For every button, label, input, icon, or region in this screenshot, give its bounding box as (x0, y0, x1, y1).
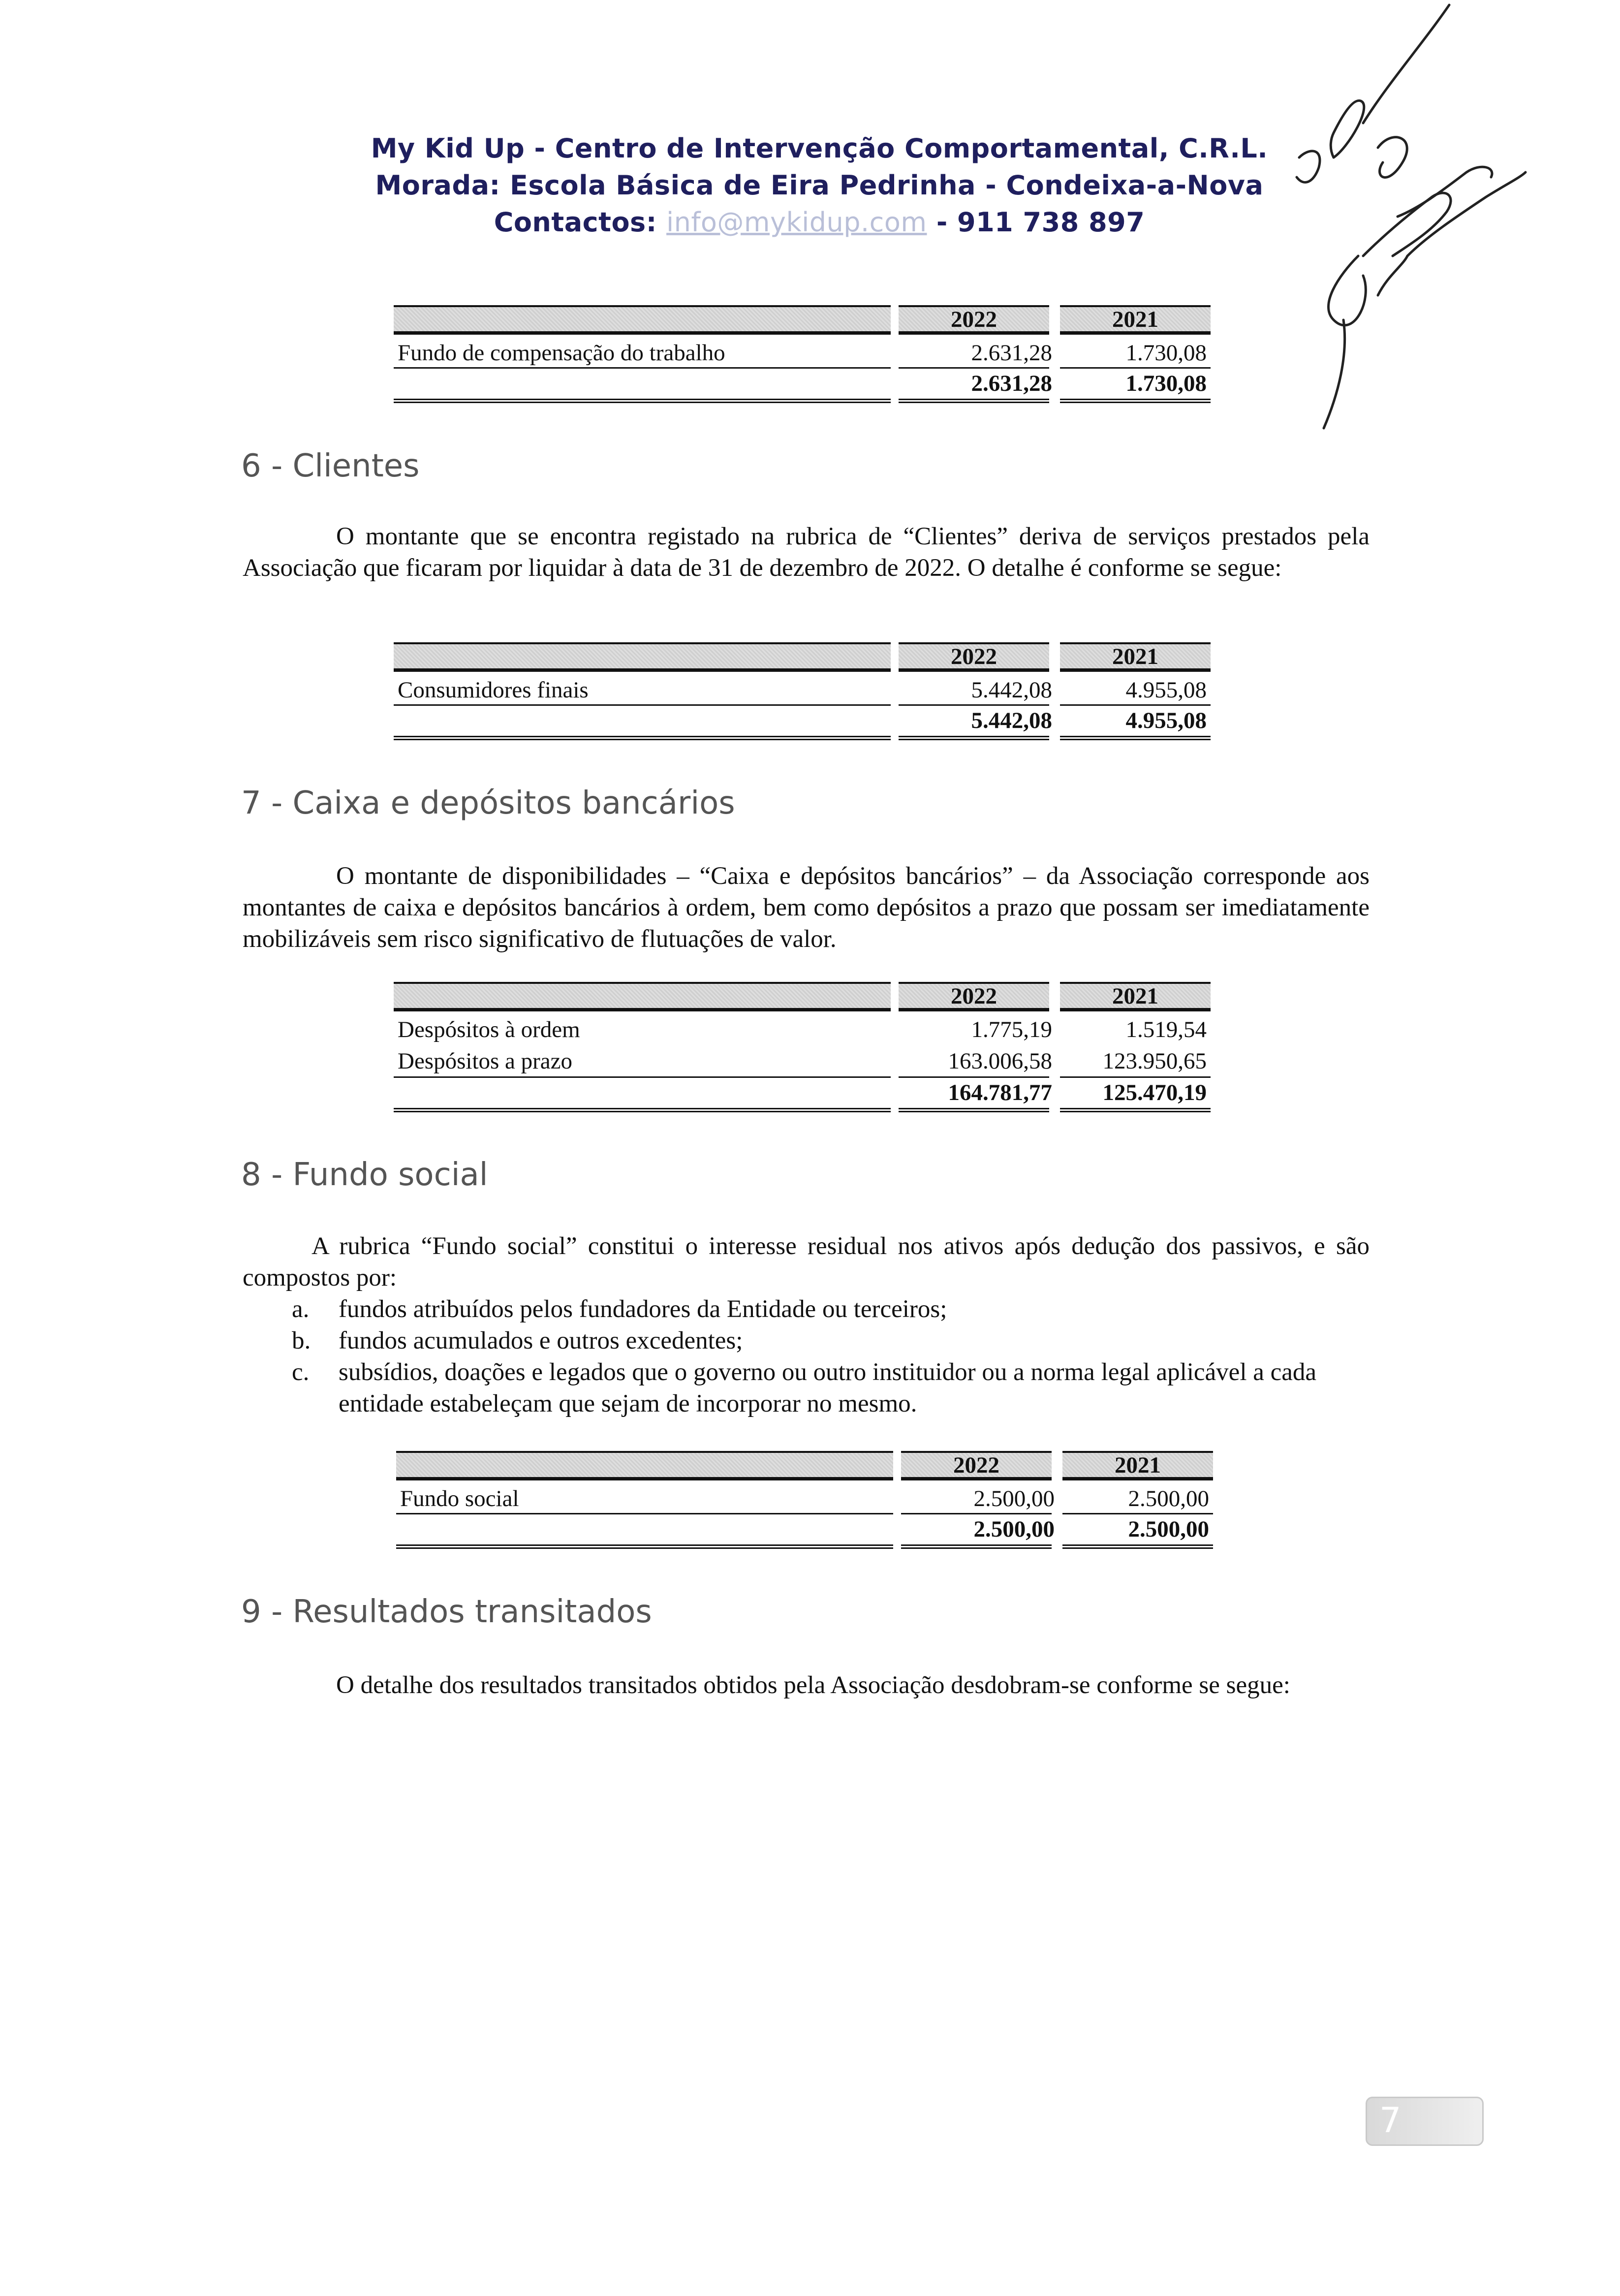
total-2021: 1.730,08 (1125, 371, 1207, 396)
section-9-text: O detalhe dos resultados transitados obtidos pela Associação desdobram-se conforme se segue: (336, 1671, 1290, 1699)
fct-table (394, 305, 1211, 409)
signature-image (1260, 0, 1535, 453)
col-2021: 2021 (1115, 1452, 1161, 1478)
table-row (394, 339, 1211, 367)
total-row (396, 1515, 1213, 1543)
total-row (394, 706, 1211, 735)
value-2021: 123.950,65 (1102, 1048, 1207, 1074)
col-2021: 2021 (1112, 644, 1158, 669)
total-2021: 4.955,08 (1125, 708, 1207, 733)
email-link[interactable]: info@mykidup.com (666, 207, 927, 238)
total-row (394, 1078, 1211, 1107)
total-2022: 2.631,28 (971, 371, 1052, 396)
value-2021: 1.730,08 (1125, 340, 1207, 366)
col-2021: 2021 (1112, 307, 1158, 332)
section-7-text: O montante de disponibilidades – “Caixa e depósitos bancários” – da Associação corresponde aos montantes de caixa e depósitos bancários à ordem, bem como depósitos a prazo que possam ser imediatamente mobilizáveis sem risco significativo de flutuações de valor. (243, 862, 1370, 953)
header-bar (394, 305, 891, 335)
list-item: c. subsídios, doações e legados que o governo ou outro instituidor ou a norma legal aplicável a cada entidade estabeleçam que sejam de incorporar no mesmo. (292, 1358, 1317, 1417)
total-row (394, 369, 1211, 398)
table-row (394, 1047, 1211, 1075)
col-2022: 2022 (951, 644, 997, 669)
section-9-title: 9 - Resultados transitados (241, 1594, 652, 1630)
org-name: My Kid Up - Centro de Intervenção Comportamental, C.R.L. (371, 133, 1268, 164)
value-2022: 2.500,00 (973, 1486, 1055, 1511)
list-item: a. fundos atribuídos pelos fundadores da Entidade ou terceiros; (292, 1295, 947, 1323)
table-row (394, 1015, 1211, 1044)
page-number-badge (1366, 2097, 1484, 2146)
value-2022: 5.442,08 (971, 677, 1052, 703)
total-2022: 2.500,00 (973, 1516, 1055, 1542)
org-address: Morada: Escola Básica de Eira Pedrinha - Condeixa-a-Nova (375, 170, 1264, 201)
list-item: b. fundos acumulados e outros excedentes; (292, 1327, 743, 1354)
row-label: Fundo social (400, 1486, 519, 1511)
section-6-title: 6 - Clientes (241, 448, 420, 484)
total-2022: 164.781,77 (948, 1080, 1052, 1105)
row-label: Fundo de compensação do trabalho (398, 340, 725, 366)
row-label: Despósitos a prazo (398, 1048, 573, 1074)
row-label: Consumidores finais (398, 677, 589, 703)
row-label: Despósitos à ordem (398, 1017, 580, 1042)
section-8-list (243, 1293, 1374, 1419)
value-2021: 1.519,54 (1125, 1017, 1207, 1042)
col-2022: 2022 (953, 1452, 999, 1478)
section-8-title: 8 - Fundo social (241, 1157, 488, 1193)
contacts-label: Contactos: (494, 207, 657, 238)
section-6-text: O montante que se encontra registado na rubrica de “Clientes” deriva de serviços prestados pela Associação que ficaram por liquidar à data de 31 de dezembro de 2022. O detalhe é conforme se segue: (243, 523, 1370, 582)
value-2021: 4.955,08 (1125, 677, 1207, 703)
table-row (394, 676, 1211, 704)
col-2022: 2022 (951, 307, 997, 332)
value-2022: 2.631,28 (971, 340, 1052, 366)
section-8-text: A rubrica “Fundo social” constitui o interesse residual nos ativos após dedução dos passivos, e são compostos por: (243, 1232, 1370, 1291)
total-2022: 5.442,08 (971, 708, 1052, 733)
col-2022: 2022 (951, 983, 997, 1009)
section-7-title: 7 - Caixa e depósitos bancários (241, 785, 735, 821)
clientes-table (394, 642, 1211, 746)
phone-number: - 911 738 897 (936, 207, 1145, 238)
col-2021: 2021 (1112, 983, 1158, 1009)
table-row (396, 1484, 1213, 1513)
value-2021: 2.500,00 (1128, 1486, 1209, 1511)
caixa-table (394, 982, 1211, 1115)
org-contacts (295, 207, 1343, 238)
fundo-social-table (396, 1451, 1213, 1554)
value-2022: 163.006,58 (948, 1048, 1052, 1074)
value-2022: 1.775,19 (971, 1017, 1052, 1042)
total-2021: 125.470,19 (1102, 1080, 1207, 1105)
total-2021: 2.500,00 (1128, 1516, 1209, 1542)
page-number: 7 (1379, 2100, 1402, 2140)
